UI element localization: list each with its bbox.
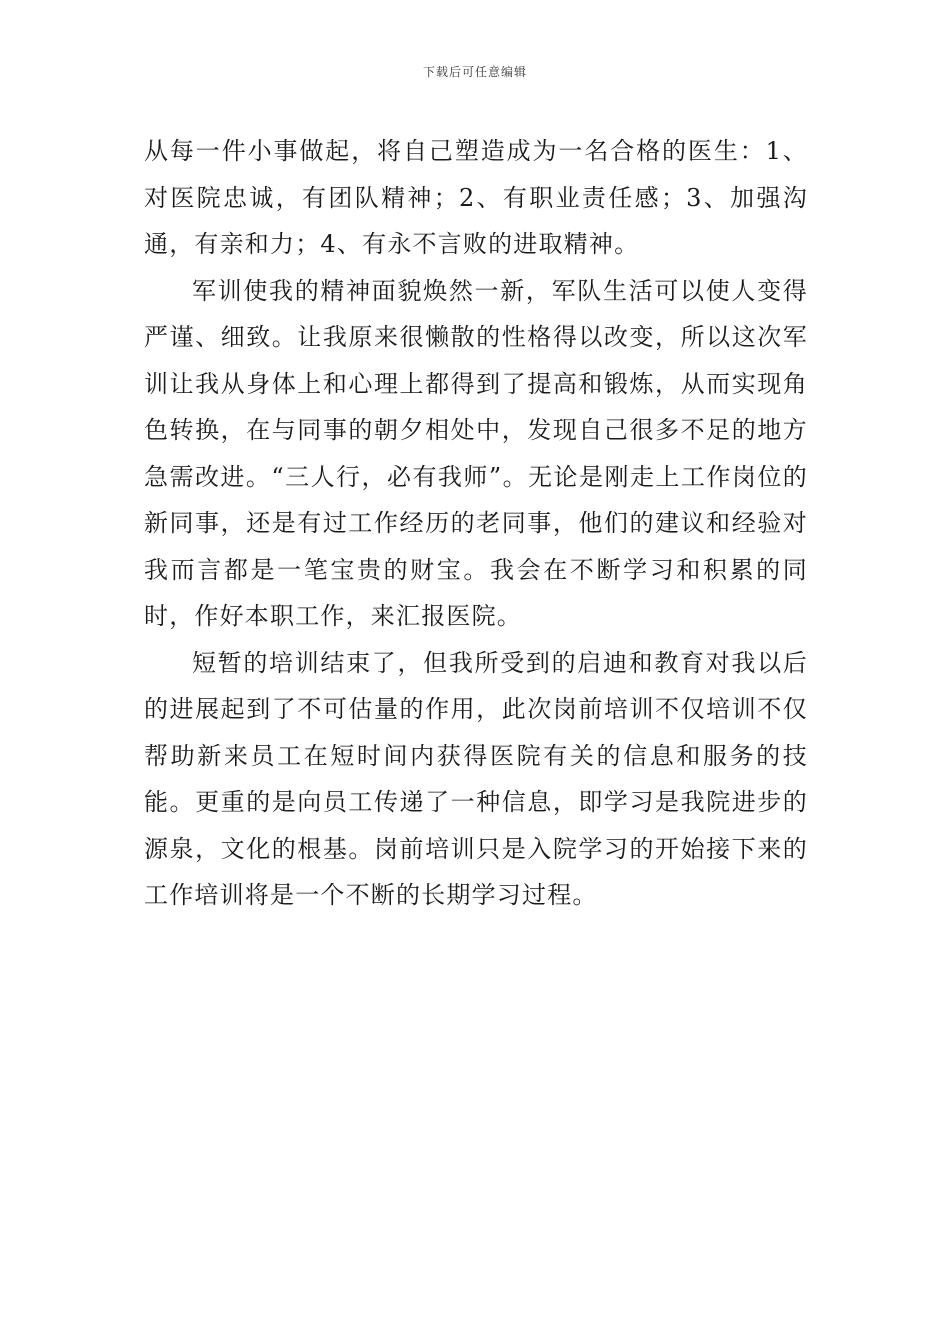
paragraph-2: 军训使我的精神面貌焕然一新，军队生活可以使人变得严谨、细致。让我原来很懒散的性格得以改变，所以这次军训让我从身体上和心理上都得到了提高和锻炼，从而实现角色转换，在与同事的朝夕相处中，发现自己很多不足的地方急需改进。“三人行，必有我师”。无论是刚走上工作岗位的新同事，还是有过工作经历的老同事，他们的建议和经验对我而言都是一笔宝贵的财宝。我会在不断学习和积累的同时，作好本职工作，来汇报医院。 [144,276,808,630]
paragraph-1: 从每一件小事做起，将自己塑造成为一名合格的医生：1、对医院忠诚，有团队精神；2、有职业责任感；3、加强沟通，有亲和力；4、有永不言败的进取精神。 [144,137,808,258]
paragraph-3: 短暂的培训结束了，但我所受到的启迪和教育对我以后的进展起到了不可估量的作用，此次岗前培训不仅培训不仅帮助新来员工在短时间内获得医院有关的信息和服务的技能。更重的是向员工传递了一种信息，即学习是我院进步的源泉，文化的根基。岗前培训只是入院学习的开始接下来的工作培训将是一个不断的长期学习过程。 [144,648,808,909]
document-body [144,128,808,919]
page-header-note: 下载后可任意编辑 [422,65,527,79]
